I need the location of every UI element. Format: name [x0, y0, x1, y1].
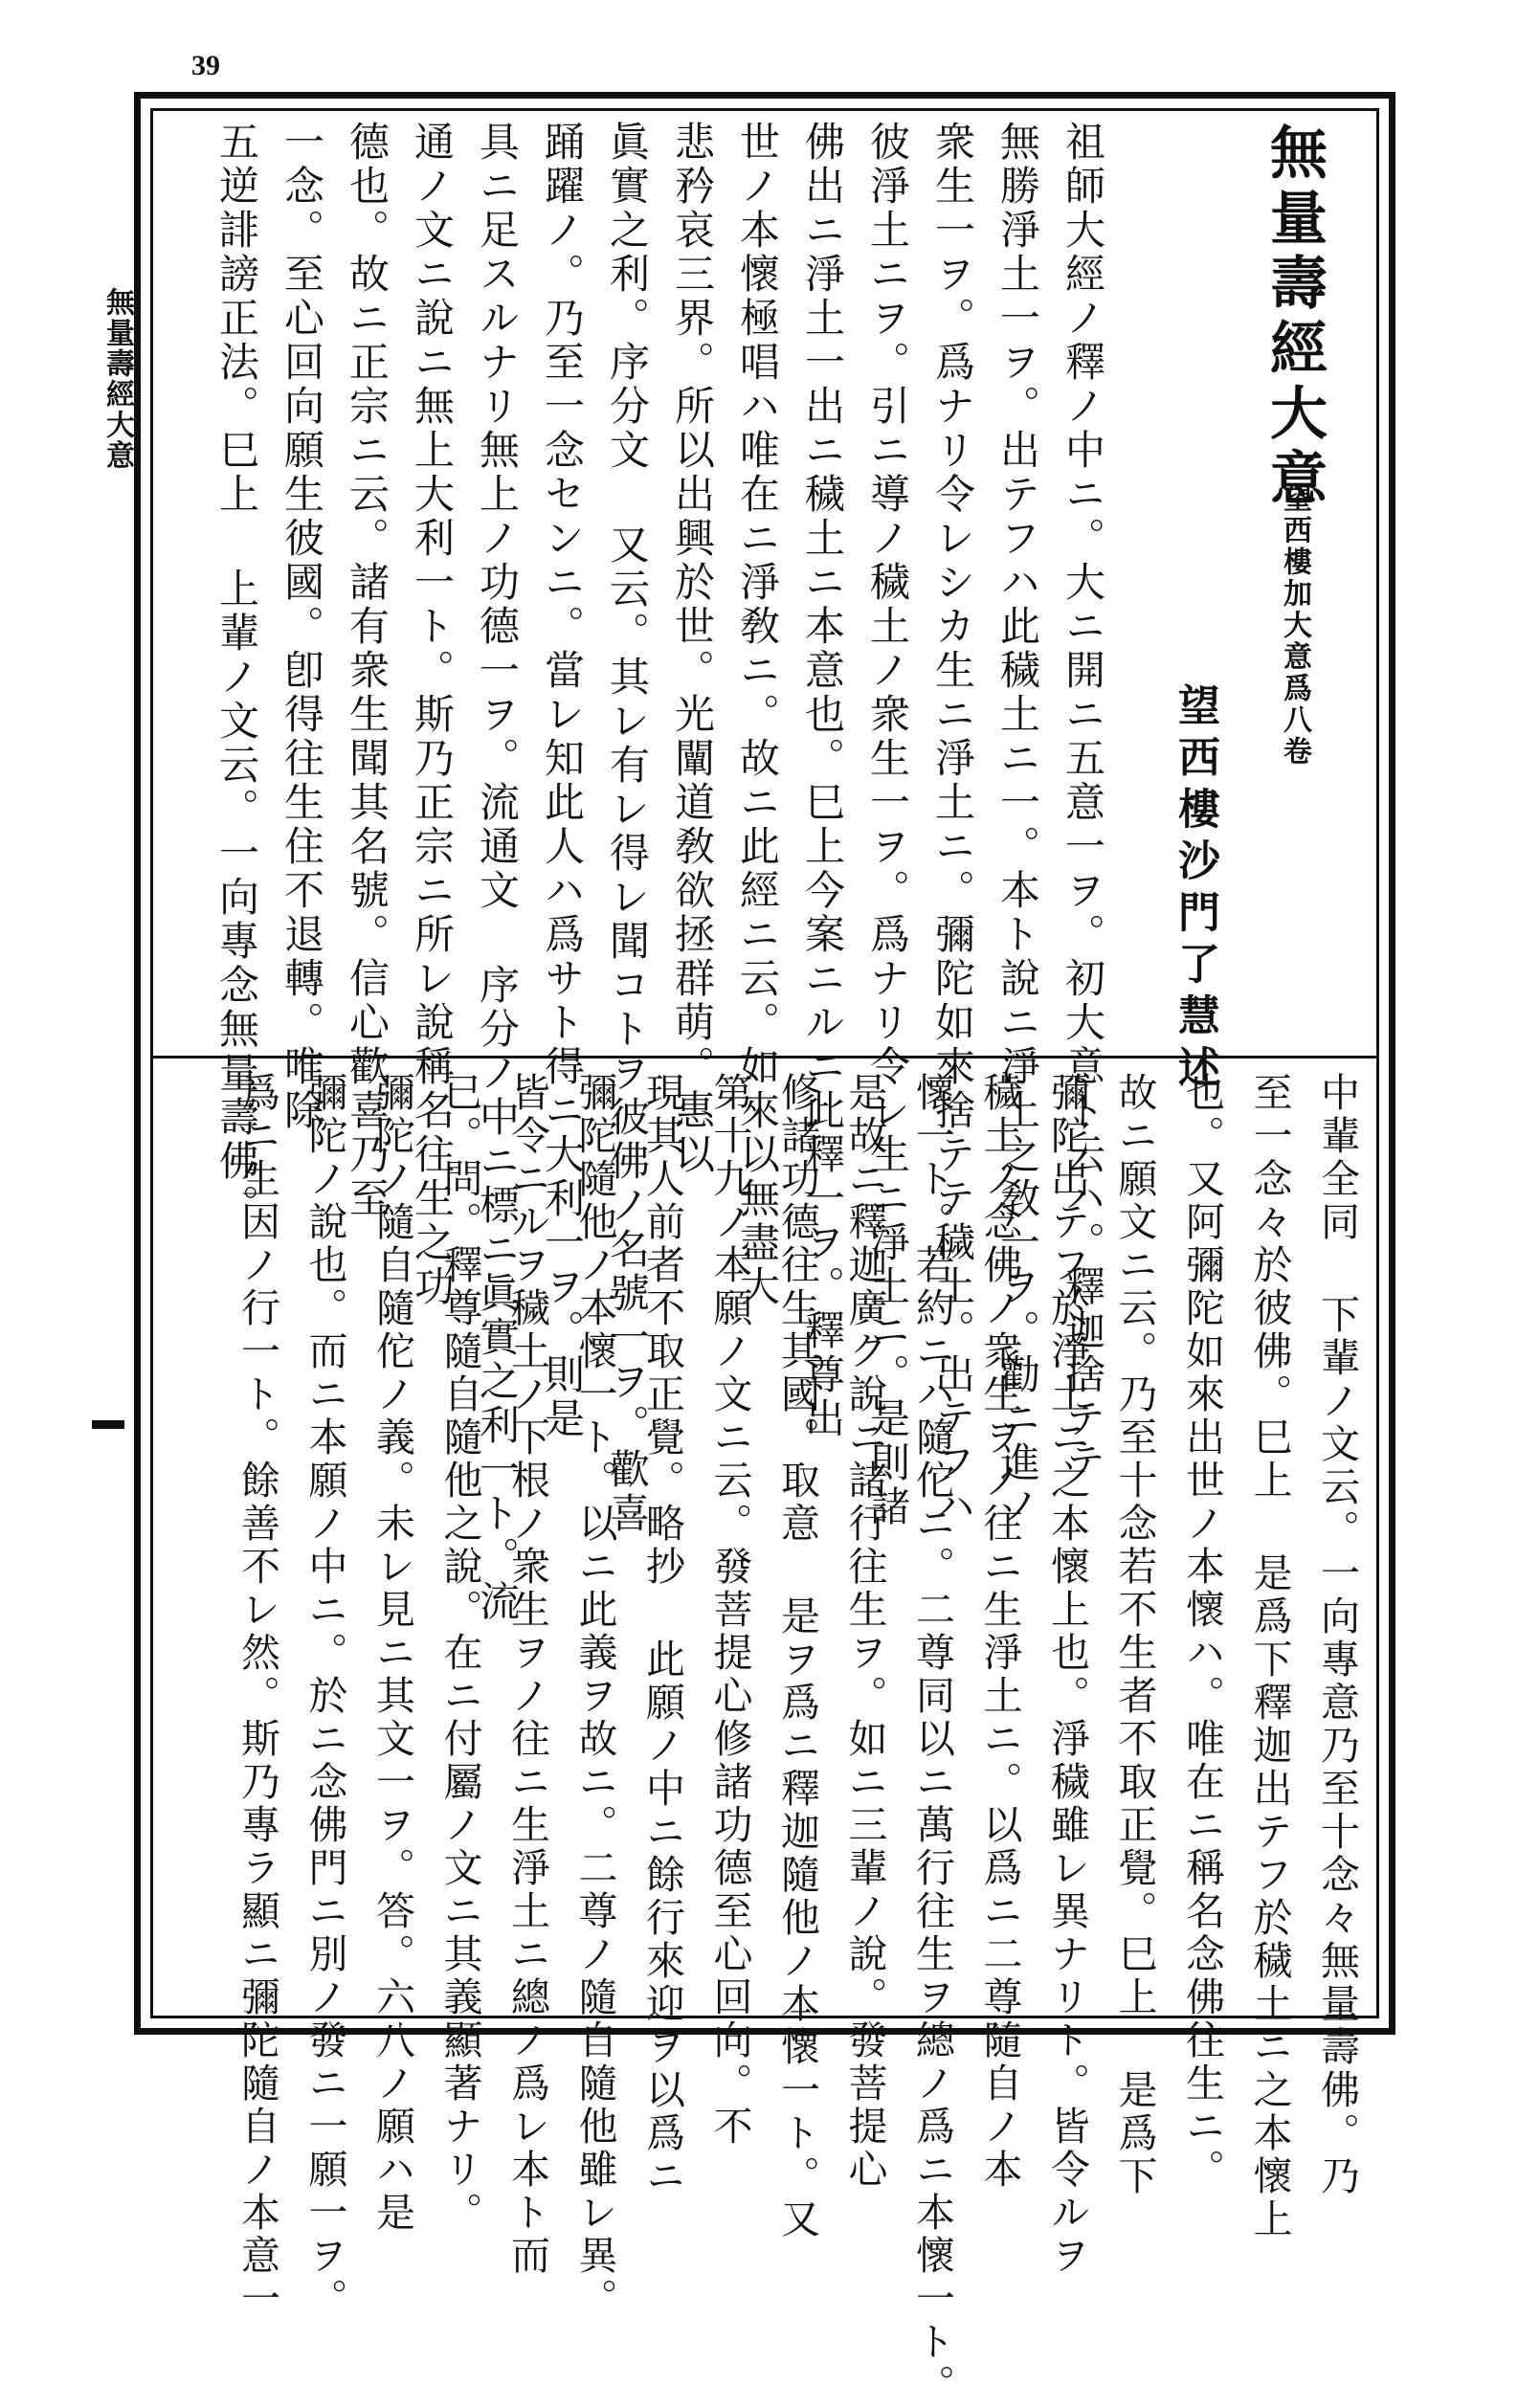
- text-column: 五逆誹謗正法。巳上 上輩ノ文云。一向專念無量壽佛。: [213, 121, 260, 1228]
- text-column: 具ニ足スルナリ無上ノ功德一ヲ。流通文 序分ノ中ニ標ニ眞實之利一ト。流: [474, 121, 521, 1624]
- text-column: 懷一ト。若約ニハ隨佗ニ。二尊同以ニ萬行往生ヲ總ノ爲ニ本懷一ト。: [909, 1072, 955, 2407]
- text-column: 眞實之利。序分文 又云。其レ有レ得レ聞コトヲ彼佛ノ名號一ヲ。歡喜: [604, 121, 651, 1536]
- side-mark: [92, 1420, 124, 1429]
- text-column: 無勝淨土一ヲ。出テフハ此穢土ニ一。本ト說ニ淨土之敎一ヲ。勸ニ進ノ: [994, 121, 1041, 1529]
- text-column: 祖師大經ノ釋ノ中ニ。大ニ開ニ五意一ヲ。初大意ト云ハ。釋迦捨テテ: [1060, 121, 1106, 1485]
- text-column: 爲ニ生因ノ行一ト。餘善不レ然。斯乃專ラ顯ニ彌陀隨自ノ本意一: [234, 1072, 280, 2321]
- text-column: 故ニ願文ニ云。乃至十念若不生者不取正覺。巳上 是爲下: [1111, 1072, 1158, 2198]
- text-column: 修諸功德往生其國。取意 是ヲ爲ニ釋迦隨他ノ本懷一ト。又: [774, 1072, 820, 2241]
- text-column: 彌陀ノ隨自隨佗ノ義。未レ見ニ其文一ヲ。答。六八ノ願ハ是: [369, 1072, 415, 2235]
- page-number: 39: [191, 50, 220, 81]
- text-column: 第十九ノ本願ノ文ニ云。發菩提心修諸功德至心回向。不: [706, 1072, 753, 2149]
- text-column: 已。問。釋尊隨自隨他之說。在ニ付屬ノ文ニ其義顯著ナリ。: [436, 1072, 483, 2235]
- text-column: 衆生一ヲ。爲ナリ令レシカ生ニ淨土ニ。彌陀如來捨テテ穢土。出テフハ: [929, 121, 976, 1529]
- chapter-heading: 無量壽經大意: [1261, 123, 1328, 513]
- text-column: 德也。故ニ正宗ニ云。諸有衆生聞其名號。信心歡喜乃至: [344, 121, 391, 1221]
- text-column: 也。又阿彌陀如來出世ノ本懷ハ。唯在ニ稱名念佛往生ニ。: [1179, 1072, 1225, 2192]
- text-column: 彌陀出テフ於淨土ニ之本懷上也。淨穢雖レ異ナリト。皆令ルヲ: [1044, 1072, 1090, 2278]
- text-column: 彌陀隨他ノ本懷一ト。以ニ此義ヲ故ニ。二尊ノ隨自隨他雖レ異。: [571, 1072, 618, 2321]
- text-column: 通ノ文ニ說ニ無上大利一ト。斯乃正宗ニ所レ說稱名往生之功: [409, 121, 456, 1309]
- chapter-subheading: 望西樓加大意爲八卷: [1278, 483, 1311, 768]
- text-column: 佛出ニ淨土一出ニ穢土ニ本意也。巳上今案ニルニ此釋一ヲ。釋尊出: [799, 121, 846, 1441]
- text-column: 中輩全同 下輩ノ文云。一向專意乃至十念々無量壽佛。乃: [1314, 1072, 1360, 2198]
- text-column: 至一念々於彼佛。巳上 是爲下釋迦出テフ於穢土ニ之本懷上: [1246, 1072, 1293, 2241]
- text-column: 世ノ本懷極唱ハ唯在ニ淨敎ニ。故ニ此經ニ云。如來以無盡大: [734, 121, 781, 1309]
- author-line: 望西樓沙門了慧述: [1171, 683, 1219, 1097]
- text-column: 彼淨土ニヲ。引ニ導ノ穢土ノ衆生一ヲ。爲ナリ令レ生ニ淨土ニ。是則諸: [864, 121, 911, 1529]
- text-column: 悲矜哀三界。所以出興於世。光闡道敎欲拯群萌。惠以: [669, 121, 716, 1177]
- text-column: 是故ニ釋迦廣ク說ニ諸行往生ヲ。如ニ三輩ノ說。發菩提心: [841, 1072, 888, 2192]
- text-column: 彌陀ノ說也。而ニ本願ノ中ニ。於ニ念佛門ニ別ノ發ニ一願一ヲ。: [301, 1072, 348, 2321]
- text-column: 穢土ノ念佛ノ衆生ヲノ往ニ生淨土ニ。以爲ニ二尊隨自ノ本: [976, 1072, 1023, 2192]
- text-column: 皆令ニルヲ穢土ノ下根ノ衆生ヲノ往ニ生淨土ニ總ノ爲レ本ト而: [504, 1072, 550, 2278]
- text-column: 現其人前者不取正覺。略抄 此願ノ中ニ餘行來迎ヲ以爲ニ: [639, 1072, 685, 2198]
- running-title: 無量壽經大意: [100, 287, 134, 471]
- text-column: 踊躍ノ。乃至一念センニ。當レ知此人ハ爲サト得ニ大利一ヲ。則是: [539, 121, 586, 1441]
- text-column: 一念。至心回向願生彼國。卽得往生住不退轉。唯除: [279, 121, 325, 1133]
